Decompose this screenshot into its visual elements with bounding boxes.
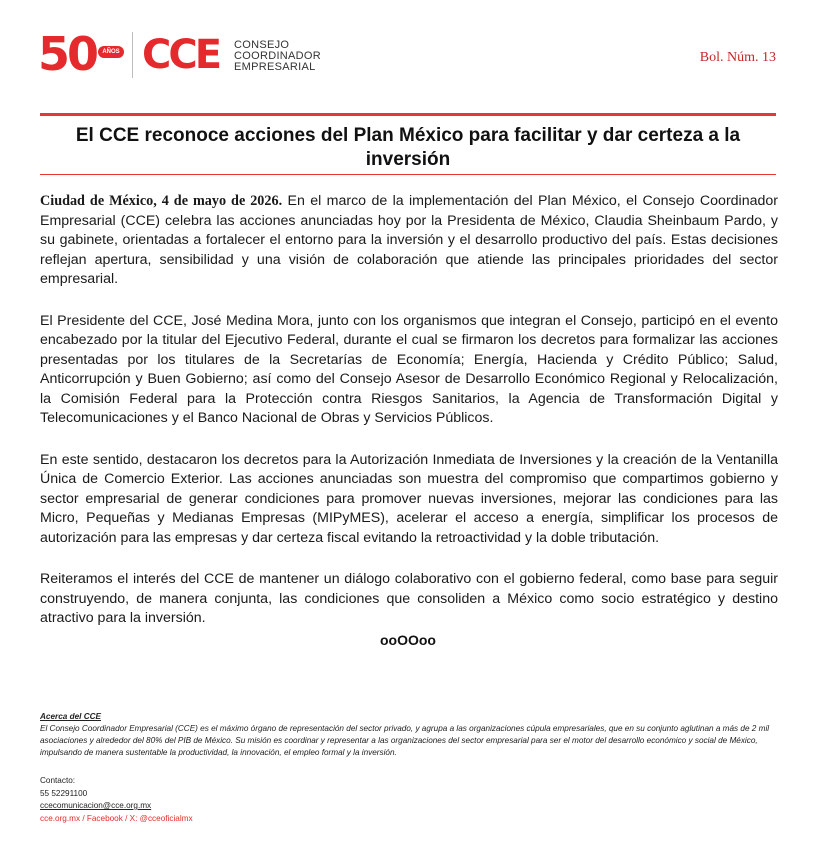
press-release-body xyxy=(40,192,778,651)
paragraph: En este sentido, destacaron los decretos para la Autorización Inmediata de Inversiones y la creación de la Ventanilla Única de Comercio Exterior. Las acciones anunciadas son muestra del compromiso que compartimos gobierno y sector empresarial de generar condiciones para promover nuevas inversiones, mejorar las condiciones para las Micro, Pequeñas y Medianas Empresas (MIPyMES), acelerar el acceso a energía, simplificar los procesos de autorización para las empresas y dar certeza fiscal evitando la retroactividad y la doble tributación. xyxy=(40,451,778,546)
contact-email-link[interactable]: ccecomunicacion@cce.org.mx xyxy=(40,801,152,810)
about-title: Acerca del CCE xyxy=(40,712,101,721)
dateline: Ciudad de México, 4 de mayo de 2026. xyxy=(40,193,283,209)
fifty-years-logo xyxy=(38,27,128,82)
logo-divider xyxy=(132,32,133,78)
cce-logo-name xyxy=(234,40,321,73)
cce-logo: CCE xyxy=(142,32,220,78)
bulletin-number: Bol. Núm. 13 xyxy=(699,50,776,65)
footer xyxy=(40,711,780,825)
social-links[interactable]: cce.org.mx / Facebook / X: @cceoficialmx xyxy=(40,813,193,823)
header xyxy=(38,28,778,86)
contact-label: Contacto: xyxy=(40,776,76,785)
contact-block xyxy=(40,775,780,825)
paragraph: Reiteramos el interés del CCE de mantener un diálogo colaborativo con el gobierno federal, como base para seguir construyendo, de manera conjunta, las condiciones que consoliden a México como socio estratégico y destino atractivo para la inversión. xyxy=(40,571,778,626)
page-title: El CCE reconoce acciones del Plan México para facilitar y dar certeza a la inversión xyxy=(75,125,741,170)
cce-name-line: CONSEJO xyxy=(234,39,290,51)
paragraph-text: En el marco de la implementación del Plan México, el Consejo Coordinador Empresarial (CCE) celebra las acciones anunciadas hoy por la Presidenta de México, Claudia Sheinbaum Pardo, y su gabinete, orientadas a fortalecer el entorno para la inversión y el desarrollo productivo del país. Estas decisiones reflejan apertura, sensibilidad y una visión de colaboración que atiende las principales prioridades del sector empresarial. xyxy=(40,193,778,287)
logo-anos-badge: AÑOS xyxy=(98,46,124,58)
cce-name-line: COORDINADOR xyxy=(234,50,322,62)
about-text: El Consejo Coordinador Empresarial (CCE) es el máximo órgano de representación del sector privado, y agrupa a las organizaciones cúpula empresariales, que en su conjunto aglutinan a más de 2 mil asociaciones y alrededor del 80% del PIB de México. Su misión es coordinar y representar a las organizaciones del sector empresarial para ser el motor del desarrollo económico y social de México, impulsando de manera sustentable la productividad, la innovación, el empleo formal y la inversión. xyxy=(40,724,770,757)
contact-phone: 55 52291100 xyxy=(40,788,88,798)
paragraph: El Presidente del CCE, José Medina Mora, junto con los organismos que integran el Consejo, participó en el evento encabezado por la titular del Ejecutivo Federal, durante el cual se firmaron los decretos para formalizar las acciones presentadas por los titulares de la Secretarías de Economía; Energía, Hacienda y Crédito Público; Salud, Anticorrupción y Buen Gobierno; así como del Consejo Asesor de Desarrollo Económico Regional y Relocalización, la Comisión Federal para la Protección contra Riesgos Sanitarios, la Agencia de Transformación Digital y Telecomunicaciones y el Banco Nacional de Obras y Servicios Públicos. xyxy=(40,312,778,426)
title-bottom-rule xyxy=(40,174,776,175)
paragraph xyxy=(40,192,778,290)
title-top-rule xyxy=(40,113,776,116)
logo-50-number: 50 xyxy=(38,27,97,81)
end-mark: ooOOoo xyxy=(380,632,436,648)
cce-name-line: EMPRESARIAL xyxy=(234,61,316,73)
